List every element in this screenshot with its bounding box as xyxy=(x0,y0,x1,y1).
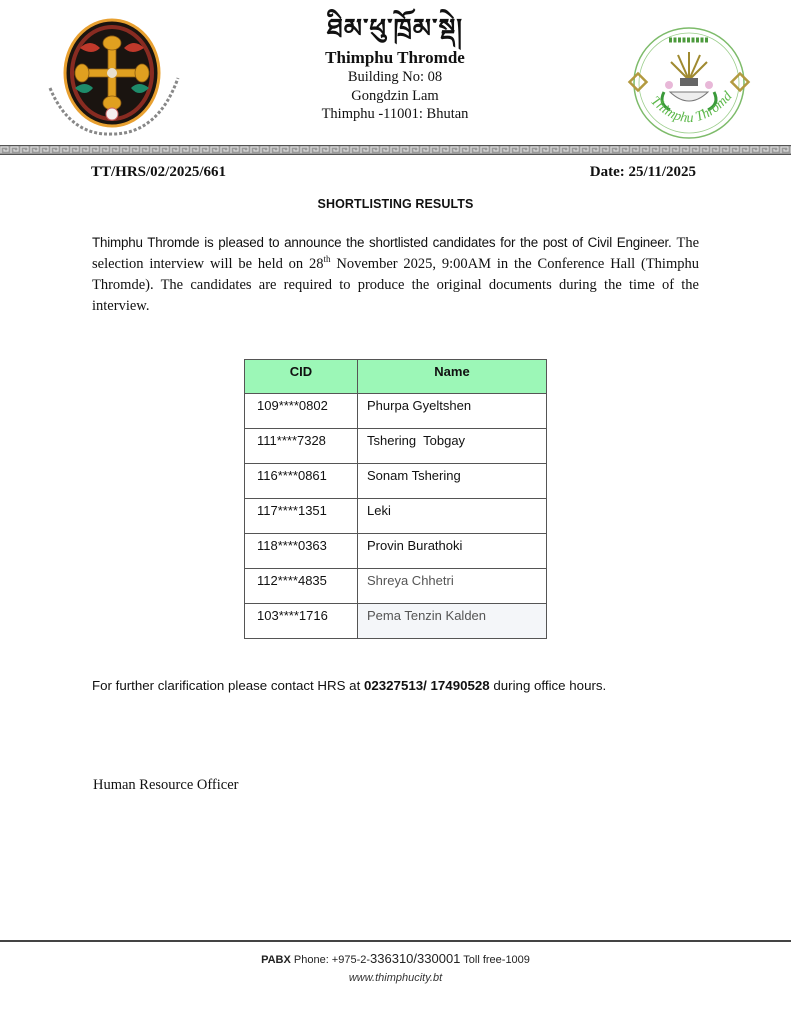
table-row xyxy=(245,464,547,499)
toll-free: Toll free-1009 xyxy=(460,954,530,966)
table-row xyxy=(245,534,547,569)
name-cell: Phurpa Gyeltshen xyxy=(358,394,547,429)
intro-paragraph xyxy=(92,232,699,317)
intro-line-1: Thimphu Thromde is pleased to announce the shortlisted candidates for the post of Civil Engineer. xyxy=(92,235,672,250)
document-date: Date: 25/11/2025 xyxy=(589,164,696,180)
phone-numbers: 336310/330001 xyxy=(370,951,461,966)
shortlist-table xyxy=(244,359,547,639)
table-row xyxy=(245,569,547,604)
name-cell: Sonam Tshering xyxy=(358,464,547,499)
decorative-border xyxy=(0,142,791,152)
address-street: Gongdzin Lam xyxy=(351,87,439,104)
name-cell: Leki xyxy=(358,499,547,534)
name-cell: Shreya Chhetri xyxy=(358,569,547,604)
table-row xyxy=(245,394,547,429)
reference-number: TT/HRS/02/2025/661 xyxy=(91,164,227,180)
contact-suffix: during office hours. xyxy=(489,678,607,693)
website-link[interactable]: www.thimphucity.bt xyxy=(348,972,443,984)
dzongkha-title: ཐིམ་ཕུ་ཁྲོམ་སྡེ། xyxy=(327,14,463,44)
signatory-title: Human Resource Officer xyxy=(93,777,239,793)
footer-phone xyxy=(0,951,791,966)
name-cell: Tshering Tobgay xyxy=(358,429,547,464)
cid-cell: 109****0802 xyxy=(245,394,358,429)
table-header-row xyxy=(245,360,547,394)
cid-cell: 112****4835 xyxy=(245,569,358,604)
pabx-label: PABX xyxy=(261,954,291,966)
column-header-name: Name xyxy=(358,360,547,394)
contact-line xyxy=(92,678,606,693)
intro-part-2b: November 2025, 9:00AM in the Conference Hall (Thimphu Thromde). The candidates are required to produce the original documents during the time of the interview. xyxy=(92,256,699,314)
letterhead xyxy=(250,14,540,124)
cid-cell: 117****1351 xyxy=(245,499,358,534)
contact-prefix: For further clarification please contact HRS at xyxy=(92,678,364,693)
organization-name: Thimphu Thromde xyxy=(325,48,465,67)
name-cell: Pema Tenzin Kalden xyxy=(358,604,547,639)
royal-emblem-logo xyxy=(40,18,190,138)
footer-divider xyxy=(0,940,791,942)
column-header-cid: CID xyxy=(245,360,358,394)
cid-cell: 111****7328 xyxy=(245,429,358,464)
cid-cell: 116****0861 xyxy=(245,464,358,499)
address-building: Building No: 08 xyxy=(347,69,443,85)
thromde-logo xyxy=(624,22,754,144)
table-row xyxy=(245,499,547,534)
address-city: Thimphu -11001: Bhutan xyxy=(321,106,469,122)
table-row xyxy=(245,429,547,464)
cid-cell: 118****0363 xyxy=(245,534,358,569)
contact-numbers: 02327513/ 17490528 xyxy=(363,678,490,693)
table-row xyxy=(245,604,547,639)
phone-label: Phone: +975-2- xyxy=(290,954,371,966)
logo-text: Thimphu Thromd xyxy=(647,89,736,127)
cid-cell: 103****1716 xyxy=(245,604,358,639)
date-ordinal: th xyxy=(323,254,331,265)
intro-part-2a: The selection interview will be held on 28 xyxy=(92,235,700,272)
document-title: SHORTLISTING RESULTS xyxy=(317,197,474,211)
name-cell: Provin Burathoki xyxy=(358,534,547,569)
